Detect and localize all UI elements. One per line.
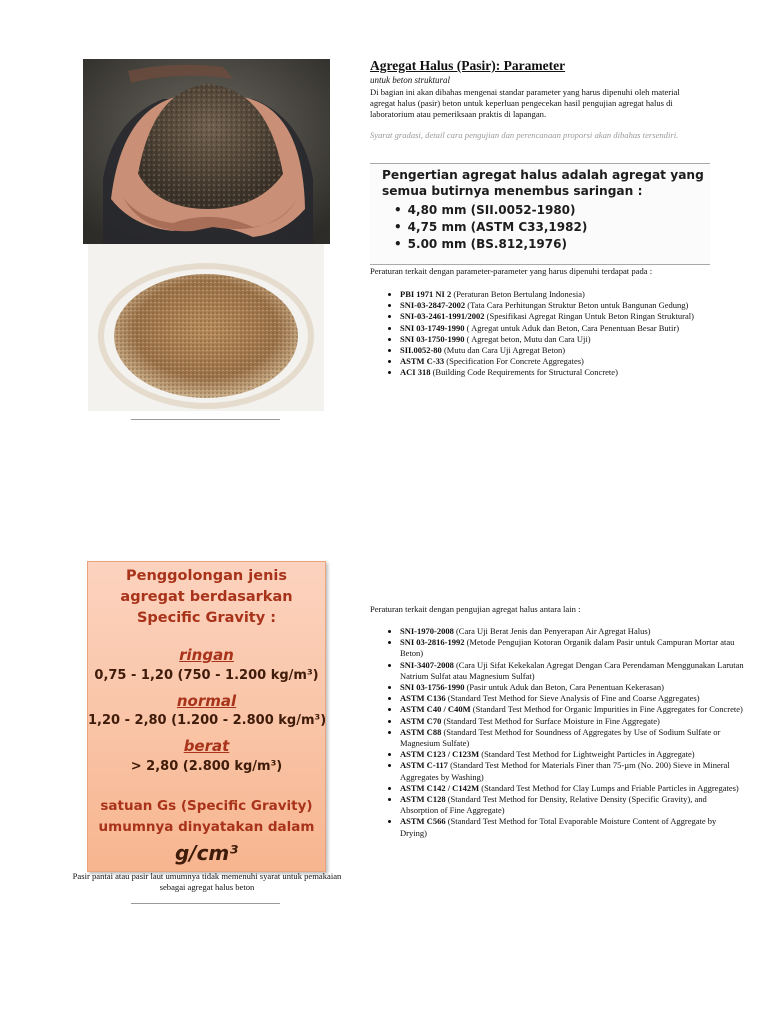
sg-unit-value: g/cm³ bbox=[174, 841, 239, 865]
regulation-item bbox=[400, 323, 744, 334]
regulation-code: SNI-3407-2008 bbox=[400, 659, 454, 670]
regulation-description: ( Agregat untuk Aduk dan Beton, Cara Penentuan Besar Butir) bbox=[464, 322, 680, 333]
regulation-item bbox=[400, 356, 744, 367]
photo-divider bbox=[131, 419, 280, 420]
article-title: Agregat Halus (Pasir): Parameter bbox=[370, 58, 566, 73]
regulation-item bbox=[400, 749, 744, 760]
sg-unit-line: satuan Gs (Specific Gravity) bbox=[100, 798, 313, 814]
regulation-description: (Cara Uji Sifat Kekekalan Agregat Dengan Cara Perendaman Menggunakan Larutan Natrium Sulfat atau Magnesium Sulfat) bbox=[400, 659, 744, 681]
sg-heavy-label: berat bbox=[183, 737, 230, 755]
sieve-size-item: • 5.00 mm (BS.812,1976) bbox=[394, 236, 587, 253]
regulation-code: PBI 1971 NI 2 bbox=[400, 289, 452, 299]
regulation-item bbox=[400, 637, 744, 659]
regulation-description: (Standard Test Method for Materials Finer than 75-µm (No. 200) Sieve in Mineral Aggregates by Washing) bbox=[400, 760, 730, 782]
regulation-item bbox=[400, 300, 744, 311]
regulation-code: SNI 03-1749-1990 bbox=[400, 322, 465, 333]
regulation-item bbox=[400, 334, 744, 345]
regulation-item bbox=[400, 794, 744, 816]
regulation-code: ACI 318 bbox=[400, 367, 431, 378]
regulation-code: SNI 03-1756-1990 bbox=[400, 682, 465, 693]
regulation-item bbox=[400, 760, 744, 782]
sieve-size-item: • 4,75 mm (ASTM C33,1982) bbox=[394, 219, 587, 236]
regulation-code: ASTM C-33 bbox=[400, 356, 445, 367]
article-subtitle: untuk beton struktural bbox=[370, 75, 450, 85]
sieve-size-list bbox=[394, 202, 587, 253]
specific-gravity-card bbox=[87, 561, 326, 872]
sg-heading-line: Specific Gravity : bbox=[136, 610, 277, 626]
sg-normal-range: 1,20 - 2,80 (1.200 - 2.800 kg/m³) bbox=[88, 713, 327, 728]
sg-light-label: ringan bbox=[179, 646, 234, 664]
article-intro: Di bagian ini akan dibahas mengenai standar parameter yang harus dipenuhi oleh material agregat halus (pasir) beton untuk keperluan pengecekan hasil pengujian agregat halus di laboratorium atau pemeriksaan praktis di lapangan. bbox=[370, 87, 680, 120]
regulation-item bbox=[400, 716, 744, 727]
sg-heavy-range: > 2,80 (2.800 kg/m³) bbox=[130, 759, 283, 774]
regulation-item bbox=[400, 345, 744, 356]
definition-image bbox=[370, 163, 710, 265]
definition-text: Pengertian agregat halus adalah agregat yang semua butirnya menembus saringan : bbox=[382, 168, 704, 198]
regulation-code: ASTM C136 bbox=[400, 693, 446, 704]
regulation-item bbox=[400, 289, 744, 300]
sg-unit-line: umumnya dinyatakan dalam bbox=[98, 819, 315, 835]
regulation-description: ( Agregat beton, Mutu dan Cara Uji) bbox=[464, 333, 591, 344]
sieve-size-item: • 4,80 mm (SII.0052-1980) bbox=[394, 202, 587, 219]
test-regulations-list bbox=[370, 626, 744, 839]
regulation-code: ASTM C128 bbox=[400, 794, 446, 805]
regulation-item bbox=[400, 816, 744, 838]
regulation-code: ASTM C40 / C40M bbox=[400, 704, 471, 715]
article-note: Syarat gradasi, detail cara pengujian dan perencanaan proporsi akan dibahas tersendiri. bbox=[370, 130, 679, 140]
image-caption: Pasir pantai atau pasir laut umumnya tidak memenuhi syarat untuk pemakaian sebagai agregat halus beton bbox=[72, 871, 342, 892]
regulation-item bbox=[400, 367, 744, 378]
regulation-item bbox=[400, 660, 744, 682]
regulation-description: (Pasir untuk Aduk dan Beton, Cara Penentuan Kekerasan) bbox=[464, 682, 664, 693]
regulation-item bbox=[400, 727, 744, 749]
regulation-description: (Standard Test Method for Surface Moisture in Fine Aggregate) bbox=[441, 715, 660, 726]
regulation-description: (Standard Test Method for Lightweight Particles in Aggregate) bbox=[479, 749, 695, 760]
regulation-item bbox=[400, 704, 744, 715]
regulation-description: (Standard Test Method for Density, Relative Density (Specific Gravity), and Absorption of Fine Aggregate) bbox=[400, 794, 707, 816]
regulation-code: SNI-1970-2008 bbox=[400, 626, 454, 636]
sg-heading-line: agregat berdasarkan bbox=[120, 589, 293, 605]
regulation-description: (Metode Pengujian Kotoran Organik dalam Pasir untuk Campuran Mortar atau Beton) bbox=[400, 637, 735, 659]
regulation-code: ASTM C142 / C142M bbox=[400, 782, 480, 793]
regulation-description: (Building Code Requirements for Structural Concrete) bbox=[430, 367, 618, 378]
sg-heading-line: Penggolongan jenis bbox=[125, 568, 288, 584]
regulation-description: (Spesifikasi Agregat Ringan Untuk Beton Ringan Struktural) bbox=[484, 311, 694, 322]
parameter-regulations-intro: Peraturan terkait dengan parameter-parameter yang harus dipenuhi terdapat pada : bbox=[370, 266, 653, 276]
regulation-description: (Standard Test Method for Total Evaporable Moisture Content of Aggregate by Drying) bbox=[400, 816, 717, 838]
regulation-description: (Standard Test Method for Clay Lumps and Friable Particles in Aggregates) bbox=[479, 782, 739, 793]
regulation-item bbox=[400, 626, 744, 637]
regulation-code: SNI-03-2461-1991/2002 bbox=[400, 311, 485, 322]
sand-pile-photo bbox=[88, 244, 324, 411]
regulation-code: SNI 03-1750-1990 bbox=[400, 333, 465, 344]
regulation-code: ASTM C88 bbox=[400, 726, 442, 737]
sand-in-hands-photo bbox=[83, 59, 330, 244]
regulation-item bbox=[400, 783, 744, 794]
caption-divider bbox=[131, 903, 280, 904]
regulation-code: ASTM C70 bbox=[400, 715, 442, 726]
regulation-description: (Specification For Concrete Aggregates) bbox=[444, 356, 584, 367]
regulation-description: (Peraturan Beton Bertulang Indonesia) bbox=[451, 289, 585, 299]
sg-light-range: 0,75 - 1,20 (750 - 1.200 kg/m³) bbox=[94, 668, 319, 683]
regulation-description: (Standard Test Method for Soundness of Aggregates by Use of Sodium Sulfate or Magnesium Sulfate) bbox=[400, 726, 721, 749]
regulation-description: (Tata Cara Perhitungan Struktur Beton untuk Bangunan Gedung) bbox=[465, 300, 689, 311]
sg-normal-label: normal bbox=[176, 692, 237, 710]
regulation-item bbox=[400, 693, 744, 704]
regulation-code: SNI-03-2847-2002 bbox=[400, 300, 466, 311]
regulation-item bbox=[400, 311, 744, 322]
regulation-item bbox=[400, 682, 744, 693]
regulation-code: ASTM C-117 bbox=[400, 760, 448, 771]
regulation-code: ASTM C123 / C123M bbox=[400, 749, 480, 760]
parameter-regulations-list bbox=[370, 289, 744, 379]
regulation-description: (Standard Test Method for Sieve Analysis of Fine and Coarse Aggregates) bbox=[445, 693, 700, 704]
regulation-code: ASTM C566 bbox=[400, 816, 446, 827]
regulation-code: SII.0052-80 bbox=[400, 345, 442, 356]
regulation-description: (Mutu dan Cara Uji Agregat Beton) bbox=[441, 345, 566, 356]
regulation-description: (Cara Uji Berat Jenis dan Penyerapan Air Agregat Halus) bbox=[453, 626, 651, 636]
regulation-description: (Standard Test Method for Organic Impurities in Fine Aggregates for Concrete) bbox=[470, 704, 743, 715]
regulation-code: SNI 03-2816-1992 bbox=[400, 637, 465, 648]
test-regulations-intro: Peraturan terkait dengan pengujian agregat halus antara lain : bbox=[370, 604, 581, 614]
